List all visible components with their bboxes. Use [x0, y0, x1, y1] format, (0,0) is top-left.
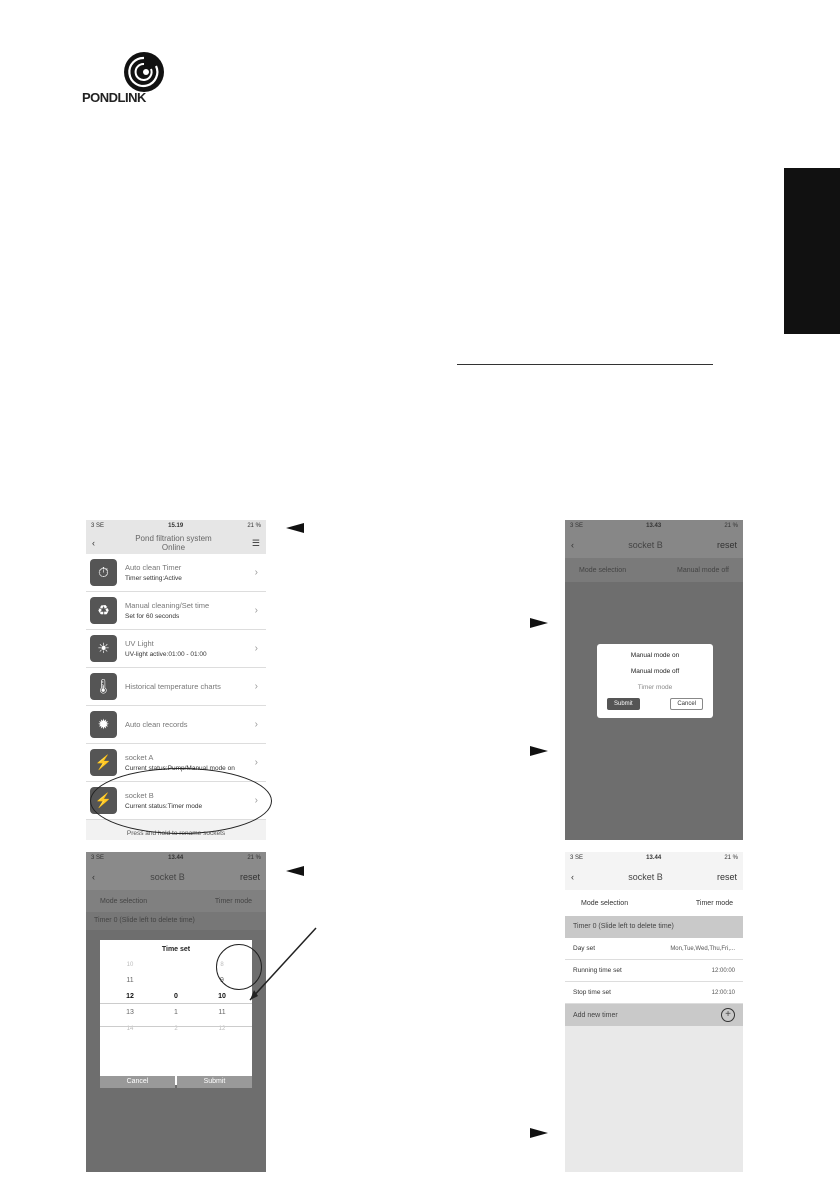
- status-bar: [86, 852, 266, 864]
- wheel-value-selected: 12: [126, 993, 134, 1000]
- rename-hint: Press and hold to rename sockets: [126, 830, 226, 837]
- highlight-ellipse: [90, 768, 272, 834]
- carrier-label: 3 SE: [91, 855, 105, 861]
- chevron-right-icon: ›: [254, 681, 258, 692]
- arrow-right-icon: [530, 618, 548, 628]
- nav-bar: [86, 532, 266, 554]
- chevron-right-icon: ›: [254, 795, 258, 806]
- mode-selection-row[interactable]: [86, 890, 266, 912]
- battery-label: 21 %: [724, 523, 738, 529]
- wheel-value: 9: [220, 977, 224, 984]
- option-manual-off[interactable]: Manual mode off: [630, 668, 680, 675]
- mode-label: Mode selection: [100, 897, 148, 905]
- screenshot-mode-dialog: [565, 520, 743, 840]
- wheel-value: 10: [126, 962, 134, 968]
- wheel-value: 12: [218, 1026, 226, 1032]
- chevron-right-icon: ›: [254, 605, 258, 616]
- wheel-value: 8: [220, 962, 224, 968]
- divider-line: [457, 364, 713, 365]
- setting-value: 12:00:10: [711, 989, 735, 996]
- option-timer-mode[interactable]: Timer mode: [637, 684, 673, 691]
- wheel-value-selected: 0: [174, 993, 178, 1000]
- wheel-value: 11: [126, 977, 134, 984]
- setting-label: Stop time set: [573, 989, 611, 996]
- back-icon[interactable]: ‹: [571, 872, 574, 882]
- timer-header: Timer 0 (Slide left to delete time): [565, 916, 743, 938]
- timer-header: Timer 0 (Slide left to delete time): [86, 912, 266, 930]
- nav-bar: [86, 864, 266, 890]
- nav-bar: [565, 864, 743, 890]
- picker-title: Time set: [161, 946, 191, 953]
- submit-button[interactable]: Submit: [177, 1076, 252, 1088]
- stop-time-row[interactable]: [565, 982, 743, 1004]
- battery-label: 21 %: [247, 855, 261, 861]
- submit-button[interactable]: Submit: [607, 698, 640, 710]
- item-detail: Set for 60 seconds: [125, 613, 180, 620]
- item-title: socket A: [125, 753, 154, 762]
- setting-value: 12:00:00: [711, 967, 735, 974]
- wheel-value: 1: [174, 1009, 178, 1016]
- nav-bar: [565, 532, 743, 558]
- wheel-value: 2: [174, 1026, 178, 1032]
- section-tab: [784, 168, 840, 334]
- back-icon[interactable]: ‹: [571, 540, 574, 550]
- chevron-right-icon: ›: [254, 719, 258, 730]
- add-circle-icon[interactable]: +: [721, 1008, 735, 1022]
- status-bar: [565, 520, 743, 532]
- item-detail: Current status:Pump/Manual mode on: [125, 765, 235, 772]
- wheel-value-selected: 10: [218, 993, 226, 1000]
- back-icon[interactable]: ‹: [92, 538, 95, 548]
- mode-label: Mode selection: [581, 899, 629, 907]
- menu-item-uv-light[interactable]: [86, 630, 266, 668]
- plug-a-icon: ⚡: [90, 749, 117, 776]
- item-title: Historical temperature charts: [125, 682, 221, 691]
- mode-value: Timer mode: [695, 899, 733, 907]
- day-set-row[interactable]: [565, 938, 743, 960]
- mode-label: Mode selection: [579, 566, 627, 574]
- battery-label: 21 %: [247, 523, 261, 529]
- mode-dialog: [597, 644, 713, 718]
- status-bar: [565, 852, 743, 864]
- wheel-value: 13: [126, 1009, 134, 1016]
- chevron-right-icon: ›: [254, 757, 258, 768]
- mode-value: Timer mode: [214, 897, 252, 905]
- wheel-value: 11: [218, 1009, 226, 1016]
- status-bar: [86, 520, 266, 532]
- menu-item-manual-cleaning[interactable]: [86, 592, 266, 630]
- arrow-right-icon: [530, 1128, 548, 1138]
- chevron-right-icon: ›: [254, 643, 258, 654]
- carrier-label: 3 SE: [91, 523, 105, 529]
- menu-icon[interactable]: ☰: [251, 537, 260, 548]
- wheel-value: 14: [126, 1026, 134, 1032]
- menu-item-auto-clean-records[interactable]: [86, 706, 266, 744]
- auto-clean-records-icon: ✹: [90, 711, 117, 738]
- item-title: Auto clean Timer: [125, 563, 182, 572]
- clock: 13.44: [168, 855, 184, 861]
- chevron-right-icon: ›: [254, 567, 258, 578]
- reset-button[interactable]: reset: [239, 872, 260, 882]
- screenshot-timer-settings: [565, 852, 743, 1172]
- screenshot-time-picker: [86, 852, 266, 1172]
- item-detail: Current status:Timer mode: [125, 803, 203, 810]
- plug-b-icon: ⚡: [90, 787, 117, 814]
- back-icon[interactable]: ‹: [92, 872, 95, 882]
- option-manual-on[interactable]: Manual mode on: [630, 652, 680, 659]
- menu-item-auto-clean-timer[interactable]: [86, 554, 266, 592]
- brand-name: PONDLINK: [82, 90, 146, 105]
- item-detail: UV-light active:01:00 - 01:00: [125, 651, 207, 658]
- page-title: Pond filtration system: [135, 534, 212, 543]
- setting-label: Day set: [573, 945, 596, 952]
- mode-value: Manual mode off: [676, 566, 729, 574]
- setting-value: Mon,Tue,Wed,Thu,Fri,...: [670, 945, 735, 952]
- pondlink-logo: [104, 50, 184, 94]
- cancel-button[interactable]: Cancel: [670, 698, 703, 710]
- wheel-value: [156, 973, 196, 989]
- item-title: UV Light: [125, 639, 154, 648]
- reset-button[interactable]: reset: [716, 540, 737, 550]
- add-timer-label: Add new timer: [573, 1011, 618, 1019]
- item-title: Manual cleaning/Set time: [125, 601, 210, 610]
- mode-selection-row[interactable]: [565, 890, 743, 916]
- highlight-circle: [216, 944, 262, 990]
- connection-status: Online: [161, 543, 186, 552]
- clock: 13.43: [646, 523, 662, 529]
- arrow-right-icon: [530, 746, 548, 756]
- page-title: socket B: [628, 540, 663, 550]
- page-title: socket B: [150, 872, 185, 882]
- cancel-button[interactable]: Cancel: [100, 1076, 175, 1088]
- clock: 13.44: [646, 855, 662, 861]
- add-timer-row[interactable]: [565, 1004, 743, 1026]
- menu-item-temperature-charts[interactable]: [86, 668, 266, 706]
- manual-cleaning-icon: ♻: [90, 597, 117, 624]
- item-detail: Timer setting:Active: [125, 575, 182, 582]
- carrier-label: 3 SE: [570, 855, 584, 861]
- item-title: socket B: [125, 791, 154, 800]
- reset-button[interactable]: reset: [716, 872, 737, 882]
- page-title: socket B: [628, 872, 663, 882]
- uv-light-icon: ☀: [90, 635, 117, 662]
- running-time-row[interactable]: [565, 960, 743, 982]
- battery-label: 21 %: [724, 855, 738, 861]
- mode-selection-row[interactable]: [565, 558, 743, 582]
- item-title: Auto clean records: [125, 720, 188, 729]
- thermometer-icon: 🌡: [90, 673, 117, 700]
- auto-clean-timer-icon: ⏱: [90, 559, 117, 586]
- arrow-left-icon: [286, 523, 304, 533]
- wheel-value: [156, 957, 196, 973]
- selection-band: [100, 1003, 252, 1027]
- carrier-label: 3 SE: [570, 523, 584, 529]
- clock: 15.19: [168, 523, 184, 529]
- arrow-left-icon: [286, 866, 304, 876]
- setting-label: Running time set: [573, 967, 622, 974]
